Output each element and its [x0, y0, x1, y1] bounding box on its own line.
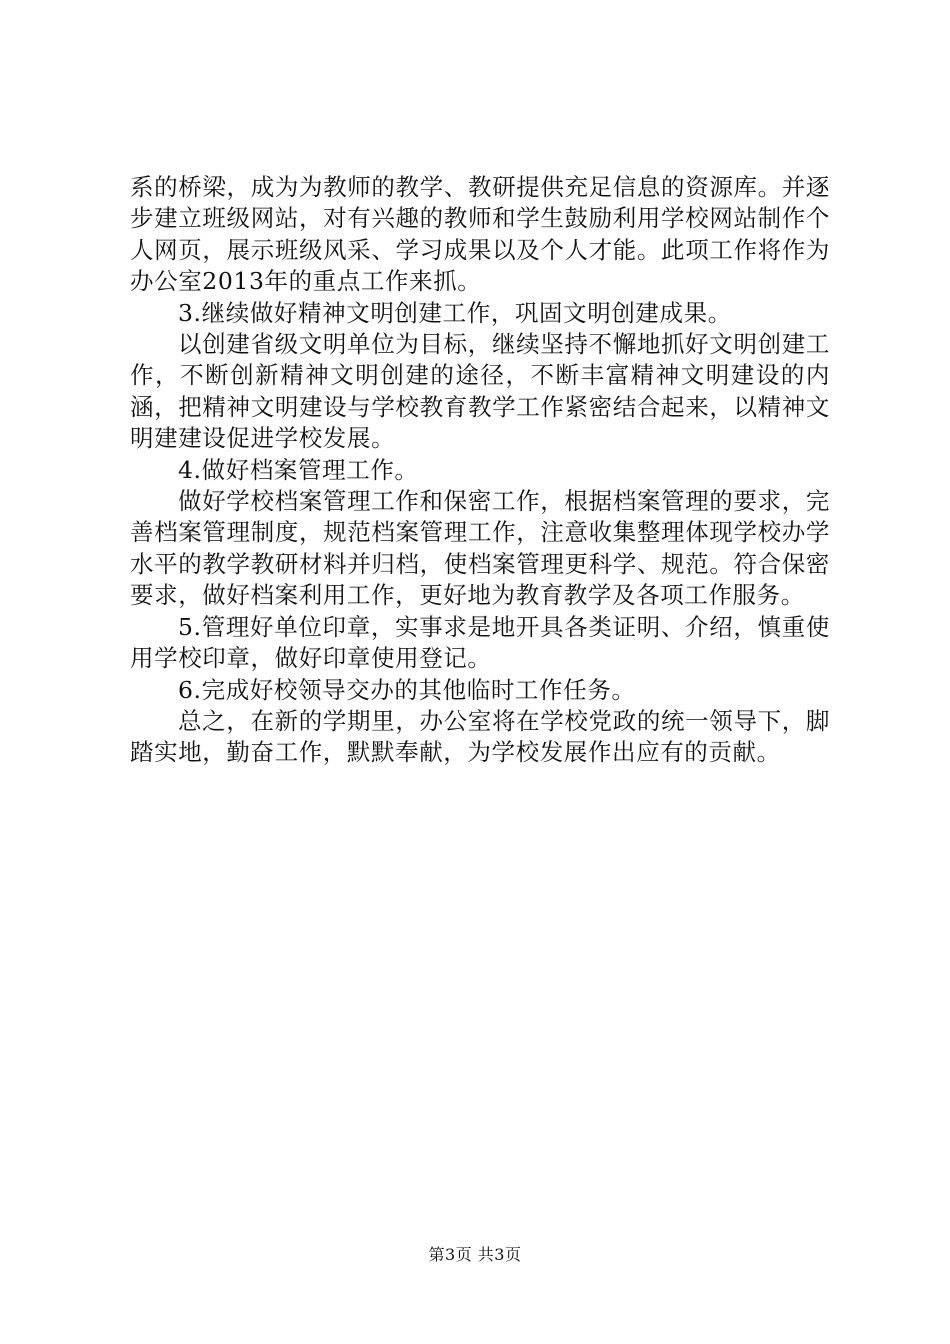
paragraph-other-tasks: 6.完成好校领导交办的其他临时工作任务。	[178, 675, 636, 704]
paragraph-archives-body: 做好学校档案管理工作和保密工作，根据档案管理的要求，完善档案管理制度，规范档案管理工作，注意收集整理体现学校办学水平的教学教研材料并归档，使档案管理更科学、规范。符合保密要求，做好档案利用工作，更好地为教育教学及各项工作服务。	[130, 487, 830, 610]
paragraph-website-continuation: 系的桥梁，成为为教师的教学、教研提供充足信息的资源库。并逐步建立班级网站，对有兴趣的教师和学生鼓励利用学校网站制作个人网页，展示班级风采、学习成果以及个人才能。此项工作将作为办公室2013年的重点工作来抓。	[130, 173, 830, 296]
paragraph-conclusion: 总之，在新的学期里，办公室将在学校党政的统一领导下，脚踏实地，勤奋工作，默默奉献，为学校发展作出应有的贡献。	[130, 706, 830, 767]
document-body	[130, 172, 830, 769]
paragraph-heading-archives: 4.做好档案管理工作。	[178, 455, 419, 484]
page-number-footer: 第3页 共3页	[428, 1245, 522, 1264]
paragraph-seal-management: 5.管理好单位印章，实事求是地开具各类证明、介绍，慎重使用学校印章，做好印章使用登记。	[130, 612, 830, 673]
paragraph-heading-civilization: 3.继续做好精神文明创建工作，巩固文明创建成果。	[178, 298, 732, 327]
paragraph-civilization-body: 以创建省级文明单位为目标，继续坚持不懈地抓好文明创建工作，不断创新精神文明创建的途径，不断丰富精神文明建设的内涵，把精神文明建设与学校教育教学工作紧密结合起来，以精神文明建建设促进学校发展。	[130, 330, 830, 453]
